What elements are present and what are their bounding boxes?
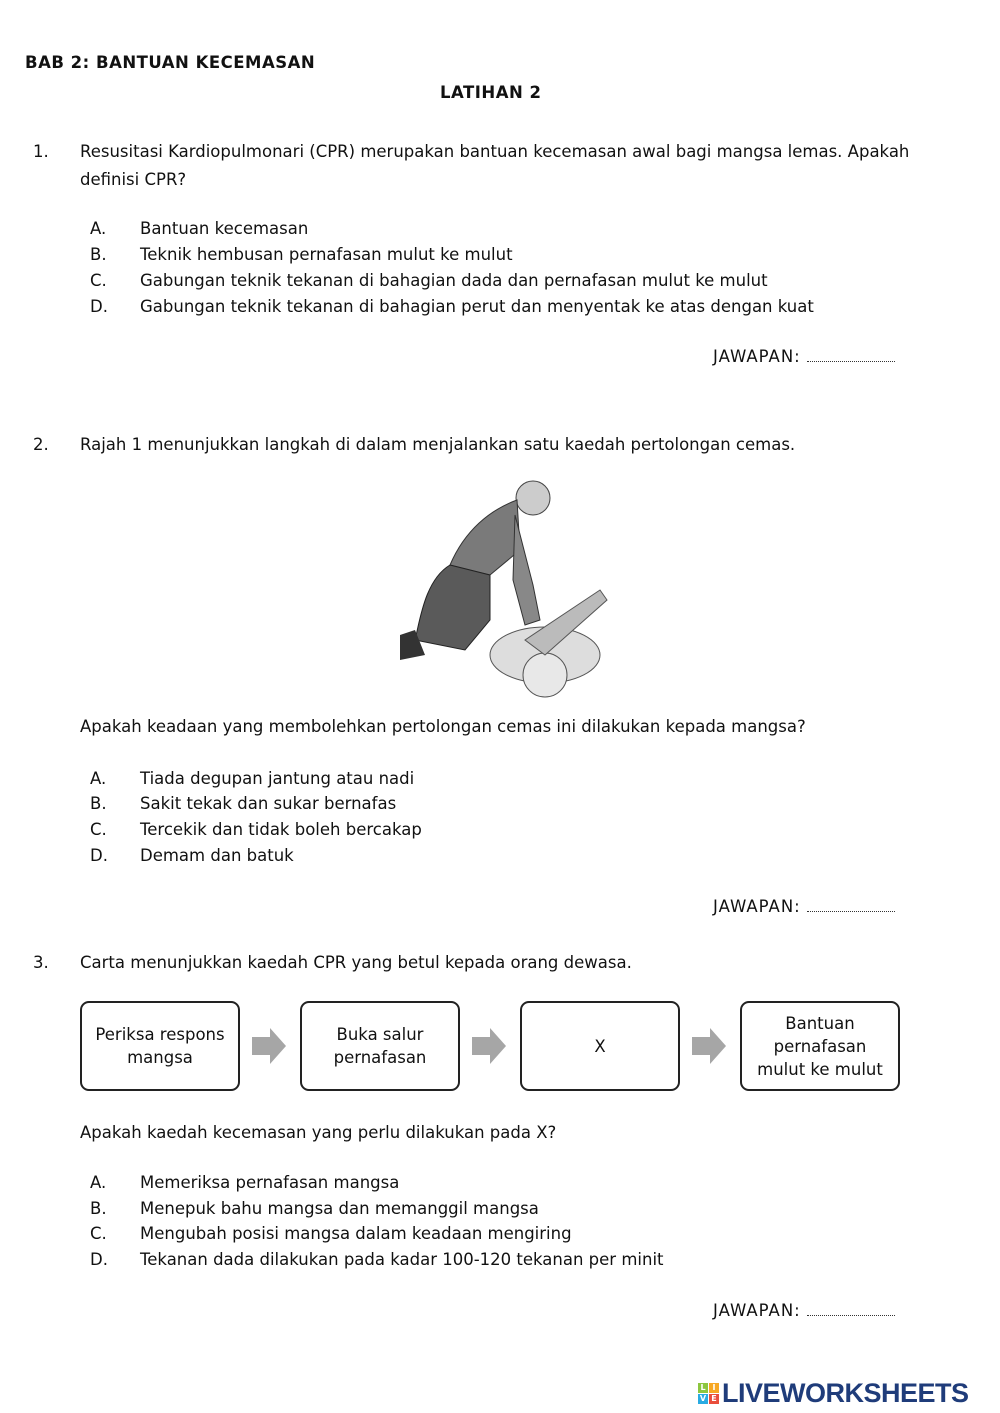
- arrow-right-icon: [692, 1028, 726, 1064]
- flow-step-3: X: [520, 1001, 680, 1091]
- q1-number: 1.: [33, 142, 49, 161]
- option-letter: A.: [90, 769, 107, 788]
- q3-sub-question: Apakah kaedah kecemasan yang perlu dilakukan pada X?: [80, 1123, 557, 1142]
- option-text: Teknik hembusan pernafasan mulut ke mulut: [140, 245, 513, 264]
- option-letter: C.: [90, 271, 107, 290]
- option-letter: D.: [90, 297, 108, 316]
- q3-text: Carta menunjukkan kaedah CPR yang betul kepada orang dewasa.: [80, 953, 632, 972]
- flow-step-1: Periksa respons mangsa: [80, 1001, 240, 1091]
- option-letter: A.: [90, 219, 107, 238]
- option-text: Sakit tekak dan sukar bernafas: [140, 794, 397, 813]
- q1-answer: [713, 347, 895, 366]
- arrow-right-icon: [252, 1028, 286, 1064]
- q1-text: Resusitasi Kardiopulmonari (CPR) merupakan bantuan kecemasan awal bagi mangsa lemas. Apakah: [80, 142, 910, 161]
- flow-step-2: Buka salur pernafasan: [300, 1001, 460, 1091]
- option-text: Bantuan kecemasan: [140, 219, 309, 238]
- option-letter: D.: [90, 1250, 108, 1269]
- logo-letter: V: [699, 1394, 707, 1403]
- answer-label: JAWAPAN:: [713, 347, 801, 366]
- option-text: Demam dan batuk: [140, 846, 294, 865]
- q2-sub-question: Apakah keadaan yang membolehkan pertolongan cemas ini dilakukan kepada mangsa?: [80, 717, 806, 736]
- q2-text: Rajah 1 menunjukkan langkah di dalam menjalankan satu kaedah pertolongan cemas.: [80, 435, 796, 454]
- flow-step-4: Bantuan pernafasan mulut ke mulut: [740, 1001, 900, 1091]
- logo-text: LIVEWORKSHEETS: [722, 1378, 969, 1408]
- cpr-illustration: [395, 470, 615, 700]
- option-text: Gabungan teknik tekanan di bahagian perut dan menyentak ke atas dengan kuat: [140, 297, 814, 316]
- logo-letter: I: [709, 1383, 719, 1393]
- option-text: Memeriksa pernafasan mangsa: [140, 1173, 400, 1192]
- option-text: Menepuk bahu mangsa dan memanggil mangsa: [140, 1199, 539, 1218]
- logo-badge-icon: [698, 1383, 719, 1404]
- option-letter: C.: [90, 820, 107, 839]
- chapter-title: BAB 2: BANTUAN KECEMASAN: [25, 53, 316, 72]
- option-letter: C.: [90, 1224, 107, 1243]
- option-text: Gabungan teknik tekanan di bahagian dada dan pernafasan mulut ke mulut: [140, 271, 768, 290]
- option-text: Tercekik dan tidak boleh bercakap: [140, 820, 422, 839]
- option-text: Tekanan dada dilakukan pada kadar 100-120 tekanan per minit: [140, 1250, 664, 1269]
- option-text: Tiada degupan jantung atau nadi: [140, 769, 415, 788]
- option-letter: A.: [90, 1173, 107, 1192]
- answer-label: JAWAPAN:: [713, 897, 801, 916]
- q3-number: 3.: [33, 953, 49, 972]
- option-text: Mengubah posisi mangsa dalam keadaan mengiring: [140, 1224, 572, 1243]
- logo-letter: L: [698, 1383, 708, 1393]
- q2-answer: [713, 897, 895, 916]
- exercise-title: LATIHAN 2: [440, 83, 542, 102]
- liveworksheets-logo: [698, 1378, 969, 1409]
- arrow-right-icon: [472, 1028, 506, 1064]
- option-letter: B.: [90, 1199, 107, 1218]
- option-letter: D.: [90, 846, 108, 865]
- option-letter: B.: [90, 245, 107, 264]
- q2-answer-field[interactable]: [807, 897, 895, 912]
- option-letter: B.: [90, 794, 107, 813]
- q3-answer: [713, 1301, 895, 1320]
- logo-letter: E: [709, 1394, 719, 1404]
- q1-text-2: definisi CPR?: [80, 170, 187, 189]
- q2-number: 2.: [33, 435, 49, 454]
- q3-answer-field[interactable]: [807, 1301, 895, 1316]
- q1-answer-field[interactable]: [807, 347, 895, 362]
- answer-label: JAWAPAN:: [713, 1301, 801, 1320]
